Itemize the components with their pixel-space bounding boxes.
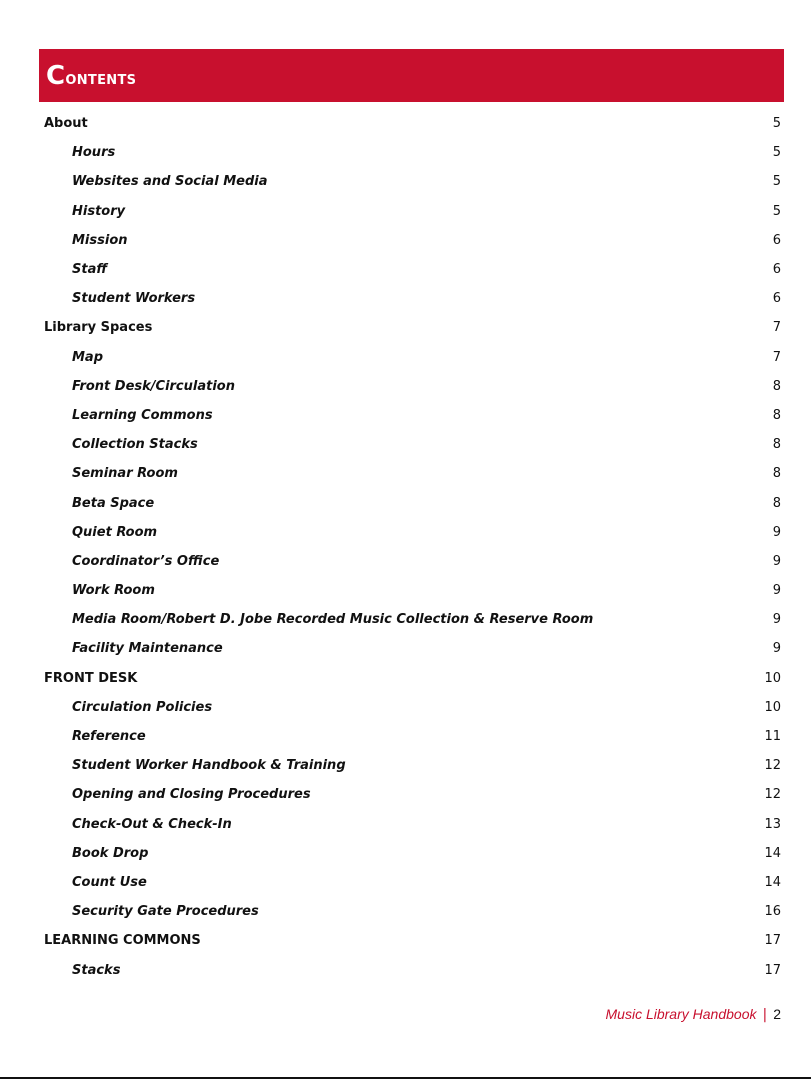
toc-entry-page: 9: [772, 553, 781, 569]
toc-subsection-entry[interactable]: [44, 955, 781, 984]
toc-subsection-entry[interactable]: [44, 547, 781, 576]
toc-section-entry[interactable]: [44, 926, 781, 955]
toc-entry-label: Mission: [72, 232, 128, 248]
toc-entry-page: 5: [772, 203, 781, 219]
toc-subsection-entry[interactable]: [44, 372, 781, 401]
toc-entry-label: Facility Maintenance: [72, 641, 223, 657]
toc-subsection-entry[interactable]: [44, 810, 781, 839]
toc-entry-label: Check-Out & Check-In: [72, 816, 232, 832]
toc-entry-page: 12: [764, 758, 781, 774]
toc-entry-page: 6: [772, 232, 781, 248]
toc-entry-label: Reference: [72, 729, 146, 745]
toc-entry-page: 10: [764, 699, 781, 715]
toc-subsection-entry[interactable]: [44, 401, 781, 430]
toc-entry-label: LEARNING COMMONS: [44, 933, 201, 949]
toc-subsection-entry[interactable]: [44, 197, 781, 226]
toc-entry-label: Front Desk/Circulation: [72, 378, 235, 394]
toc-entry-page: 7: [772, 320, 781, 336]
toc-entry-page: 17: [764, 933, 781, 949]
toc-subsection-entry[interactable]: [44, 634, 781, 663]
toc-entry-page: 6: [772, 291, 781, 307]
toc-entry-label: Collection Stacks: [72, 437, 198, 453]
toc-subsection-entry[interactable]: [44, 430, 781, 459]
toc-entry-label: Student Worker Handbook & Training: [72, 758, 346, 774]
toc-subsection-entry[interactable]: [44, 693, 781, 722]
toc-subsection-entry[interactable]: [44, 343, 781, 372]
toc-entry-label: Staff: [72, 262, 108, 278]
toc-subsection-entry[interactable]: [44, 138, 781, 167]
toc-subsection-entry[interactable]: [44, 722, 781, 751]
footer-separator: |: [762, 1007, 768, 1023]
toc-entry-label: Seminar Room: [72, 466, 178, 482]
toc-entry-label: Beta Space: [72, 495, 155, 511]
toc-entry-page: 8: [772, 495, 781, 511]
toc-entry-page: 9: [772, 641, 781, 657]
toc-entry-label: About: [44, 116, 88, 132]
toc-subsection-entry[interactable]: [44, 576, 781, 605]
toc-subsection-entry[interactable]: [44, 868, 781, 897]
toc-entry-page: 5: [772, 174, 781, 190]
toc-entry-label: Media Room/Robert D. Jobe Recorded Music Collection & Reserve Room: [72, 612, 594, 628]
table-of-contents: [44, 109, 781, 985]
toc-subsection-entry[interactable]: [44, 518, 781, 547]
toc-entry-label: Stacks: [72, 962, 121, 978]
toc-entry-page: 8: [772, 407, 781, 423]
toc-entry-page: 8: [772, 378, 781, 394]
toc-entry-label: Work Room: [72, 583, 155, 599]
toc-entry-label: Count Use: [72, 874, 147, 890]
toc-entry-label: Opening and Closing Procedures: [72, 787, 311, 803]
toc-entry-label: Security Gate Procedures: [72, 904, 259, 920]
toc-subsection-entry[interactable]: [44, 255, 781, 284]
toc-entry-page: 10: [764, 670, 781, 686]
toc-subsection-entry[interactable]: [44, 284, 781, 313]
toc-entry-label: Circulation Policies: [72, 699, 213, 715]
toc-entry-label: Student Workers: [72, 291, 196, 307]
toc-entry-page: 14: [764, 874, 781, 890]
toc-entry-label: History: [72, 203, 126, 219]
toc-subsection-entry[interactable]: [44, 226, 781, 255]
toc-entry-label: Quiet Room: [72, 524, 158, 540]
toc-subsection-entry[interactable]: [44, 897, 781, 926]
toc-entry-label: Book Drop: [72, 845, 149, 861]
toc-subsection-entry[interactable]: [44, 839, 781, 868]
toc-entry-label: Library Spaces: [44, 320, 153, 336]
toc-subsection-entry[interactable]: [44, 780, 781, 809]
footer-title: Music Library Handbook: [605, 1006, 757, 1022]
toc-subsection-entry[interactable]: [44, 167, 781, 196]
toc-subsection-entry[interactable]: [44, 459, 781, 488]
toc-entry-label: Map: [72, 349, 104, 365]
contents-banner: [39, 49, 784, 102]
footer-page-number: 2: [773, 1006, 781, 1022]
toc-entry-label: Hours: [72, 145, 116, 161]
page-title: Contents: [46, 61, 137, 91]
bottom-border: [0, 1077, 811, 1079]
toc-entry-page: 6: [772, 262, 781, 278]
toc-entry-page: 9: [772, 583, 781, 599]
toc-subsection-entry[interactable]: [44, 605, 781, 634]
toc-entry-page: 14: [764, 845, 781, 861]
toc-subsection-entry[interactable]: [44, 751, 781, 780]
toc-entry-label: FRONT DESK: [44, 670, 138, 686]
toc-entry-page: 9: [772, 524, 781, 540]
toc-entry-page: 12: [764, 787, 781, 803]
toc-section-entry[interactable]: [44, 313, 781, 342]
toc-subsection-entry[interactable]: [44, 488, 781, 517]
toc-entry-page: 16: [764, 904, 781, 920]
toc-entry-page: 8: [772, 437, 781, 453]
toc-entry-page: 5: [772, 116, 781, 132]
toc-entry-page: 11: [764, 729, 781, 745]
toc-entry-page: 8: [772, 466, 781, 482]
toc-entry-label: Coordinator’s Office: [72, 553, 220, 569]
toc-entry-label: Learning Commons: [72, 407, 213, 423]
toc-entry-page: 9: [772, 612, 781, 628]
toc-entry-page: 7: [772, 349, 781, 365]
toc-section-entry[interactable]: [44, 109, 781, 138]
toc-entry-label: Websites and Social Media: [72, 174, 268, 190]
toc-section-entry[interactable]: [44, 664, 781, 693]
toc-entry-page: 5: [772, 145, 781, 161]
page-footer: [606, 1006, 781, 1023]
toc-entry-page: 17: [764, 962, 781, 978]
toc-entry-page: 13: [764, 816, 781, 832]
